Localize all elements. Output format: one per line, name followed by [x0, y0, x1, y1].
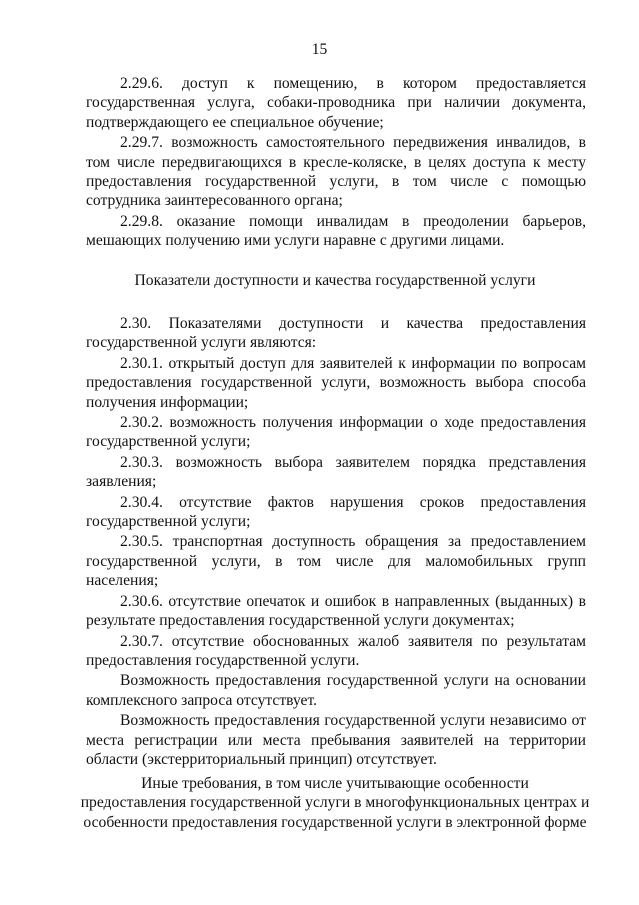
paragraph-extraterritorial: Возможность предоставления государственной услуги независимо от места регистрации или места пребывания заявителей на территории области (экстерриториальный принцип) отсутствует. — [86, 712, 586, 768]
heading-line: Иные требования, в том числе учитывающие особенности — [141, 775, 529, 792]
paragraph-2-29-7: 2.29.7. возможность самостоятельного передвижения инвалидов, в том числе передвигающихся в кресле-коляске, в целях доступа к месту предоставления государственной услуги, в том числе с помощью сотрудника заинтересованного органа; — [86, 134, 586, 210]
paragraph-2-30-1: 2.30.1. открытый доступ для заявителей к информации по вопросам предоставления государственной услуги, возможность выбора способа получения информации; — [86, 354, 586, 411]
section-quality-indicators — [86, 314, 586, 769]
heading-other-requirements — [70, 774, 600, 832]
paragraph-2-30-6: 2.30.6. отсутствие опечаток и ошибок в направленных (выданных) в результате предоставления государственной услуги документах; — [86, 592, 586, 630]
heading-accessibility-quality: Показатели доступности и качества государственной услуги — [134, 272, 536, 289]
paragraph-2-30-5: 2.30.5. транспортная доступность обращения за предоставлением государственной услуги, в том числе для маломобильных групп населения; — [86, 533, 586, 590]
heading-line: особенности предоставления государственной услуги в электронной форме — [83, 813, 587, 831]
paragraph-complex-request: Возможность предоставления государственной услуги на основании комплексного запроса отсутствует. — [86, 672, 586, 709]
paragraph-2-30-3: 2.30.3. возможность выбора заявителем порядка представления заявления; — [86, 453, 586, 491]
heading-line: предоставления государственной услуги в многофункциональных центрах и — [80, 794, 590, 812]
paragraph-2-29-8: 2.29.8. оказание помощи инвалидам в преодолении барьеров, мешающих получению ими услуги наравне с другими лицами. — [86, 212, 586, 250]
paragraph-2-30-7: 2.30.7. отсутствие обоснованных жалоб заявителя по результатам предоставления государственной услуги. — [86, 632, 586, 669]
section-accessibility-items — [86, 74, 586, 251]
paragraph-2-30-2: 2.30.2. возможность получения информации о ходе предоставления государственной услуги; — [86, 414, 586, 451]
paragraph-2-30-4: 2.30.4. отсутствие фактов нарушения сроков предоставления государственной услуги; — [86, 493, 586, 531]
paragraph-2-29-6: 2.29.6. доступ к помещению, в котором предоставляется государственная услуга, собаки-проводника при наличии документа, подтверждающего ее специальное обучение; — [86, 75, 586, 131]
page-number: 15 — [311, 41, 328, 58]
paragraph-2-30: 2.30. Показателями доступности и качества предоставления государственной услуги являются: — [86, 315, 586, 352]
